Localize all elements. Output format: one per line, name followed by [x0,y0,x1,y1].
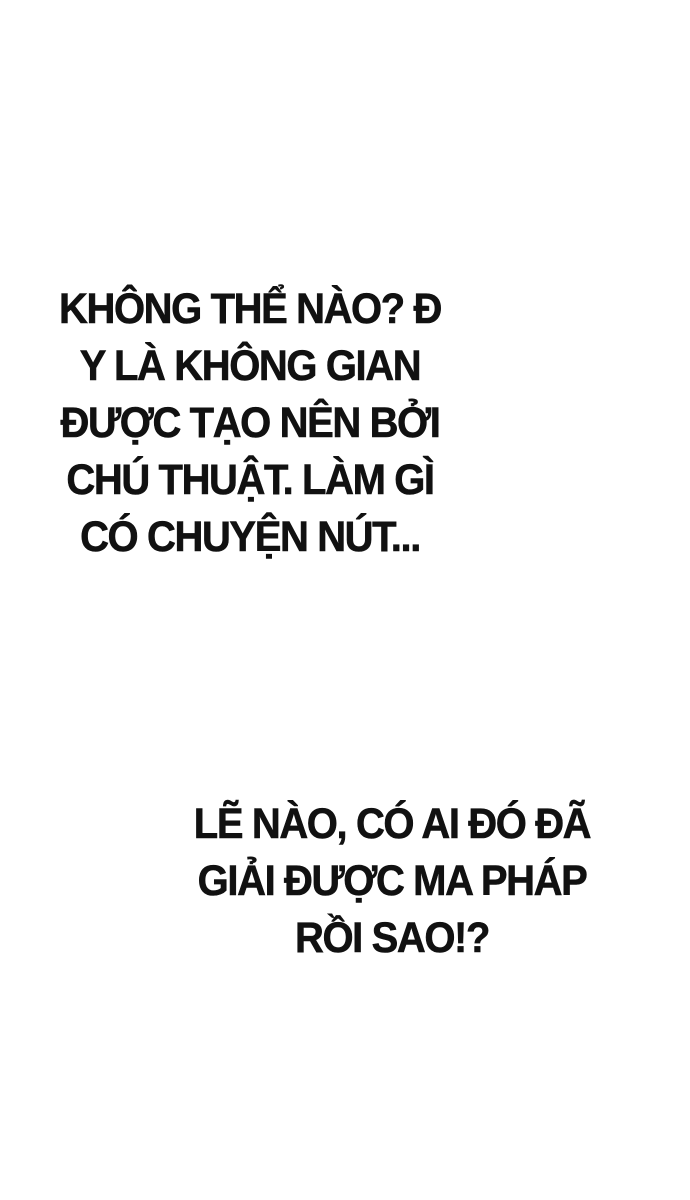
dialogue-line: CÓ CHUYỆN NÚT... [80,513,420,561]
dialogue-block-2 [192,796,592,967]
dialogue-line: GIẢI ĐƯỢC MA PHÁP [197,857,587,905]
dialogue-block-1 [50,281,450,566]
dialogue-line: ĐƯỢC TẠO NÊN BỞI [60,399,440,447]
dialogue-line: KHÔNG THỂ NÀO? Đ [58,285,442,333]
dialogue-line: LẼ NÀO, CÓ AI ĐÓ ĐÃ [193,800,591,848]
dialogue-line: CHÚ THUẬT. LÀM GÌ [66,456,434,504]
dialogue-line: RỒI SAO!? [294,914,490,962]
dialogue-line: Y LÀ KHÔNG GIAN [79,342,421,390]
